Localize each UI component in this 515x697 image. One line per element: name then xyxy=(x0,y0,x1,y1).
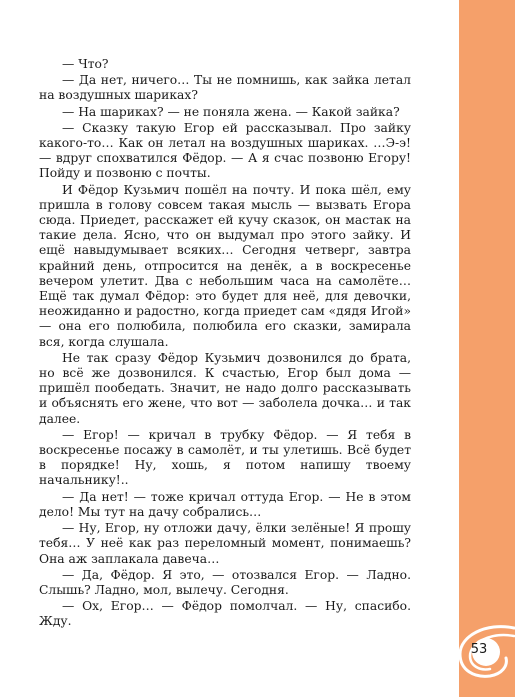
paragraph: — Сказку такую Егор ей рассказывал. Про зайку какого-то… Как он летал на воздушных шариках. …Э-э! — вдруг спохватился Фёдор. — А я счас позвоню Егору! Пойду и позвоню с почты. xyxy=(39,120,411,181)
paragraph: Не так сразу Фёдор Кузьмич дозвонился до брата, но всё же дозвонился. К счастью, Егор был дома — пришёл пообедать. Значит, не надо долго рассказывать и объяснять его жене, что вот — заболела дочка… и так далее. xyxy=(39,350,411,426)
page-number: 53 xyxy=(470,642,488,657)
paragraph: — Ох, Егор… — Фёдор помолчал. — Ну, спасибо. Жду. xyxy=(39,599,411,629)
paragraph: И Фёдор Кузьмич пошёл на почту. И пока шёл, ему пришла в голову совсем такая мысль — вызвать Егора сюда. Приедет, расскажет ей кучу сказок, он мастак на такие дела. Ясно, что он выдумал про этого зайку. И ещё навыдумывает всяких… Сегодня четверг, завтра крайний день, отпросится на денёк, а в воскресенье вечером улетит. Два с небольшим часа на самолёте… Ещё так думал Фёдор: это будет для неё, для девочки, неожиданно и радостно, когда приедет сам «дядя Игой» — она его полюбила, полюбила его сказки, замирала вся, когда слушала. xyxy=(39,182,411,349)
paragraph: — Егор! — кричал в трубку Фёдор. — Я тебя в воскресенье посажу в самолёт, и ты улетишь. Всё будет в порядке! Ну, хошь, я потом напишу твоему начальнику!.. xyxy=(39,427,411,488)
paragraph: — Что? xyxy=(62,57,109,71)
side-color-band xyxy=(459,0,515,697)
paragraph: — Да нет! — тоже кричал оттуда Егор. — Не в этом дело! Мы тут на дачу собрались… xyxy=(39,489,411,519)
paragraph: — Да нет, ничего… Ты не помнишь, как зайка летал на воздушных шариках? xyxy=(39,73,411,103)
story-text xyxy=(39,57,411,630)
paragraph: — Да, Фёдор. Я это, — отозвался Егор. — Ладно. Слышь? Ладно, мол, вылечу. Сегодня. xyxy=(39,567,411,597)
paragraph: — Ну, Егор, ну отложи дачу, ёлки зелёные! Я прошу тебя… У неё как раз переломный момент, понимаешь? Она аж заплакала давеча… xyxy=(39,521,411,566)
paragraph: — На шариках? — не поняла жена. — Какой зайка? xyxy=(62,104,400,119)
